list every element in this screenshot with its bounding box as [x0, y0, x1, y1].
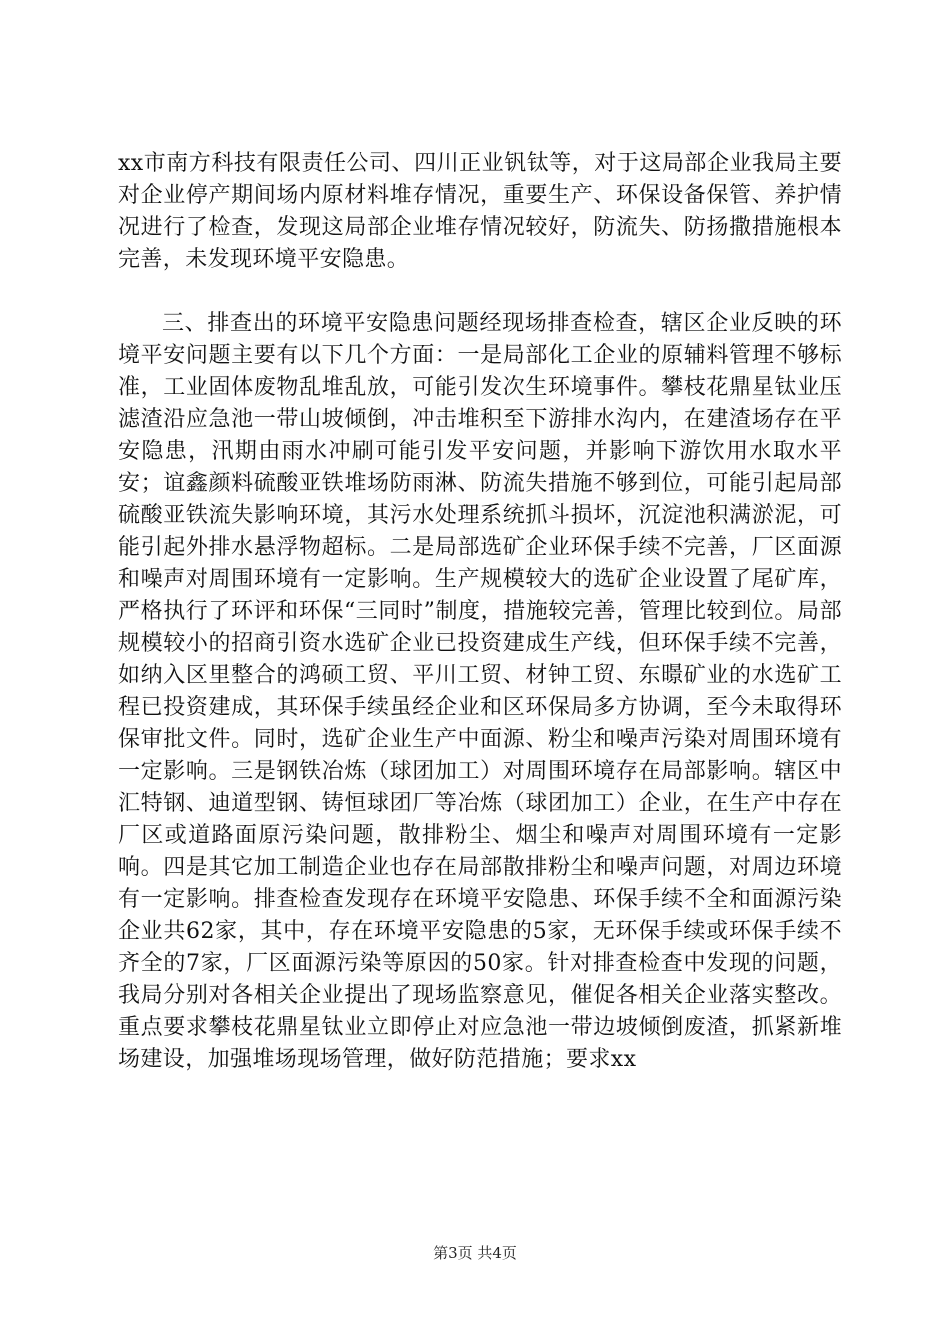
paragraph-continuation: xx市南方科技有限责任公司、四川正业钒钛等，对于这局部企业我局主要对企业停产期间场内原材料堆存情况，重要生产、环保设备保管、养护情况进行了检查，发现这局部企业堆存情况较好，防流失、防扬撒措施根本完善，未发现环境平安隐患。: [118, 151, 842, 272]
document-body: [118, 148, 842, 1076]
paragraph-section-three: 三、排查出的环境平安隐患问题经现场排查检查，辖区企业反映的环境平安问题主要有以下几个方面：一是局部化工企业的原辅料管理不够标准，工业固体废物乱堆乱放，可能引发次生环境事件。攀枝花鼎星钛业压滤渣沿应急池一带山坡倾倒，冲击堆积至下游排水沟内，在建渣场存在平安隐患，汛期由雨水冲刷可能引发平安问题，并影响下游饮用水取水平安；谊鑫颜料硫酸亚铁堆场防雨淋、防流失措施不够到位，可能引起局部硫酸亚铁流失影响环境，其污水处理系统抓斗损坏，沉淀池积满淤泥，可能引起外排水悬浮物超标。二是局部选矿企业环保手续不完善，厂区面源和噪声对周围环境有一定影响。生产规模较大的选矿企业设置了尾矿库，严格执行了环评和环保“三同时”制度，措施较完善，管理比较到位。局部规模较小的招商引资水选矿企业已投资建成生产线，但环保手续不完善，如纳入区里整合的鸿硕工贸、平川工贸、材钟工贸、东暻矿业的水选矿工程已投资建成，其环保手续虽经企业和区环保局多方协调，至今未取得环保审批文件。同时，选矿企业生产中面源、粉尘和噪声污染对周围环境有一定影响。三是钢铁冶炼（球团加工）对周围环境存在局部影响。辖区中汇特钢、迪道型钢、铸恒球团厂等冶炼（球团加工）企业，在生产中存在厂区或道路面原污染问题，散排粉尘、烟尘和噪声对周围环境有一定影响。四是其它加工制造企业也存在局部散排粉尘和噪声问题，对周边环境有一定影响。排查检查发现存在环境平安隐患、环保手续不全和面源污染企业共62家，其中，存在环境平安隐患的5家，无环保手续或环保手续不齐全的7家，厂区面源污染等原因的50家。针对排查检查中发现的问题，我局分别对各相关企业提出了现场监察意见，催促各相关企业落实整改。重点要求攀枝花鼎星钛业立即停止对应急池一带边坡倾倒废渣，抓紧新堆场建设，加强堆场现场管理，做好防范措施；要求xx: [118, 311, 842, 1072]
page-number-footer: 第3页 共4页: [433, 1244, 517, 1262]
